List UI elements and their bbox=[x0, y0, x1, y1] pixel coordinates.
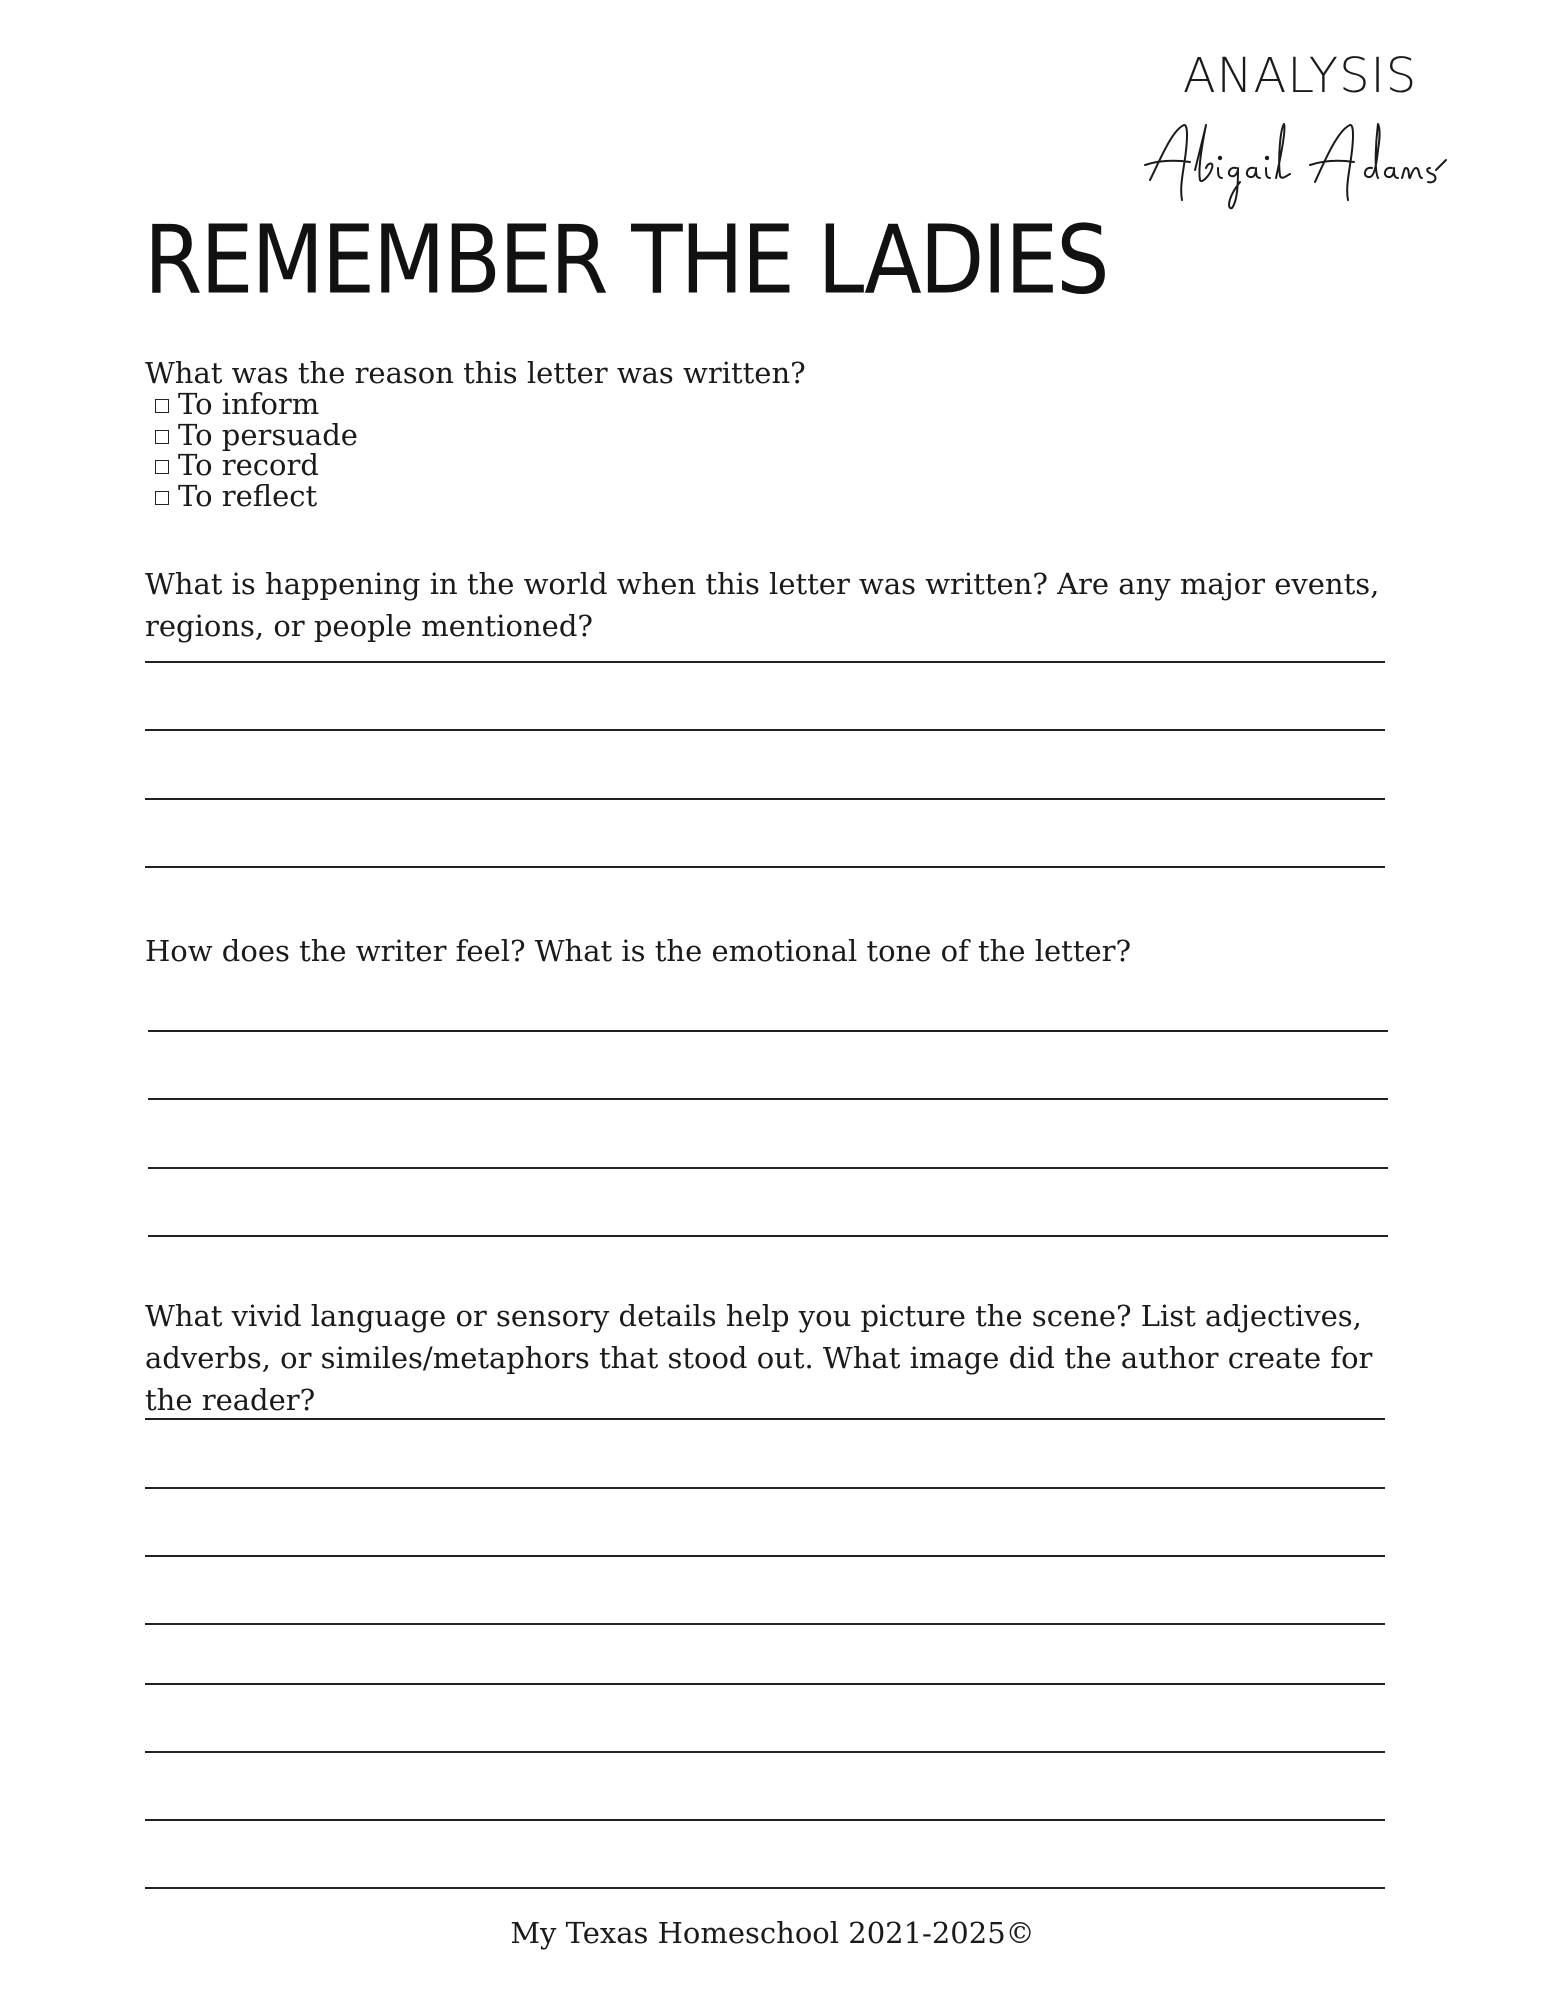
option-label: To record bbox=[178, 448, 319, 482]
option-label: To reflect bbox=[178, 478, 318, 513]
checkbox-icon[interactable] bbox=[155, 430, 169, 444]
answer-line[interactable] bbox=[148, 1235, 1388, 1237]
answer-line[interactable] bbox=[145, 798, 1385, 800]
option-label: To inform bbox=[178, 387, 320, 421]
option-inform[interactable] bbox=[145, 389, 1385, 420]
question-feeling-block bbox=[145, 930, 1385, 972]
answer-line[interactable] bbox=[145, 866, 1385, 868]
answer-line[interactable] bbox=[145, 1418, 1385, 1420]
question-world: What is happening in the world when this letter was written? Are any major events, regions, or people mentioned? bbox=[145, 567, 1380, 643]
page-title: REMEMBER THE LADIES bbox=[144, 205, 1108, 315]
option-label: To persuade bbox=[178, 417, 358, 452]
checkbox-icon[interactable] bbox=[155, 460, 169, 474]
option-record[interactable] bbox=[145, 450, 1385, 481]
answer-line[interactable] bbox=[145, 1751, 1385, 1753]
answer-line[interactable] bbox=[145, 729, 1385, 731]
reason-options bbox=[145, 389, 1385, 511]
question-world-block bbox=[145, 563, 1385, 647]
signature-abigail-adams bbox=[1140, 110, 1450, 210]
answer-line[interactable] bbox=[145, 1819, 1385, 1821]
checkbox-icon[interactable] bbox=[155, 399, 169, 413]
answer-line[interactable] bbox=[145, 1487, 1385, 1489]
question-language-block bbox=[145, 1295, 1385, 1421]
answer-line[interactable] bbox=[145, 1555, 1385, 1557]
option-persuade[interactable] bbox=[145, 417, 1385, 452]
answer-line[interactable] bbox=[145, 1683, 1385, 1685]
answer-line[interactable] bbox=[148, 1167, 1388, 1169]
answer-line[interactable] bbox=[145, 661, 1385, 663]
footer-copyright: My Texas Homeschool 2021-2025© bbox=[510, 1916, 1035, 1950]
analysis-label: ANALYSIS bbox=[1182, 48, 1418, 104]
question-reason: What was the reason this letter was written? bbox=[145, 356, 806, 390]
question-feeling: How does the writer feel? What is the emotional tone of the letter? bbox=[145, 934, 1132, 968]
question-reason-block bbox=[145, 358, 1385, 511]
answer-line[interactable] bbox=[145, 1623, 1385, 1625]
answer-line[interactable] bbox=[148, 1098, 1388, 1100]
question-language: What vivid language or sensory details help you picture the scene? List adjectives, adverbs, or similes/metaphors that stood out. What image did the author create for the reader? bbox=[145, 1299, 1373, 1417]
checkbox-icon[interactable] bbox=[155, 491, 169, 505]
option-reflect[interactable] bbox=[145, 478, 1385, 513]
answer-line[interactable] bbox=[145, 1887, 1385, 1889]
answer-line[interactable] bbox=[148, 1030, 1388, 1032]
